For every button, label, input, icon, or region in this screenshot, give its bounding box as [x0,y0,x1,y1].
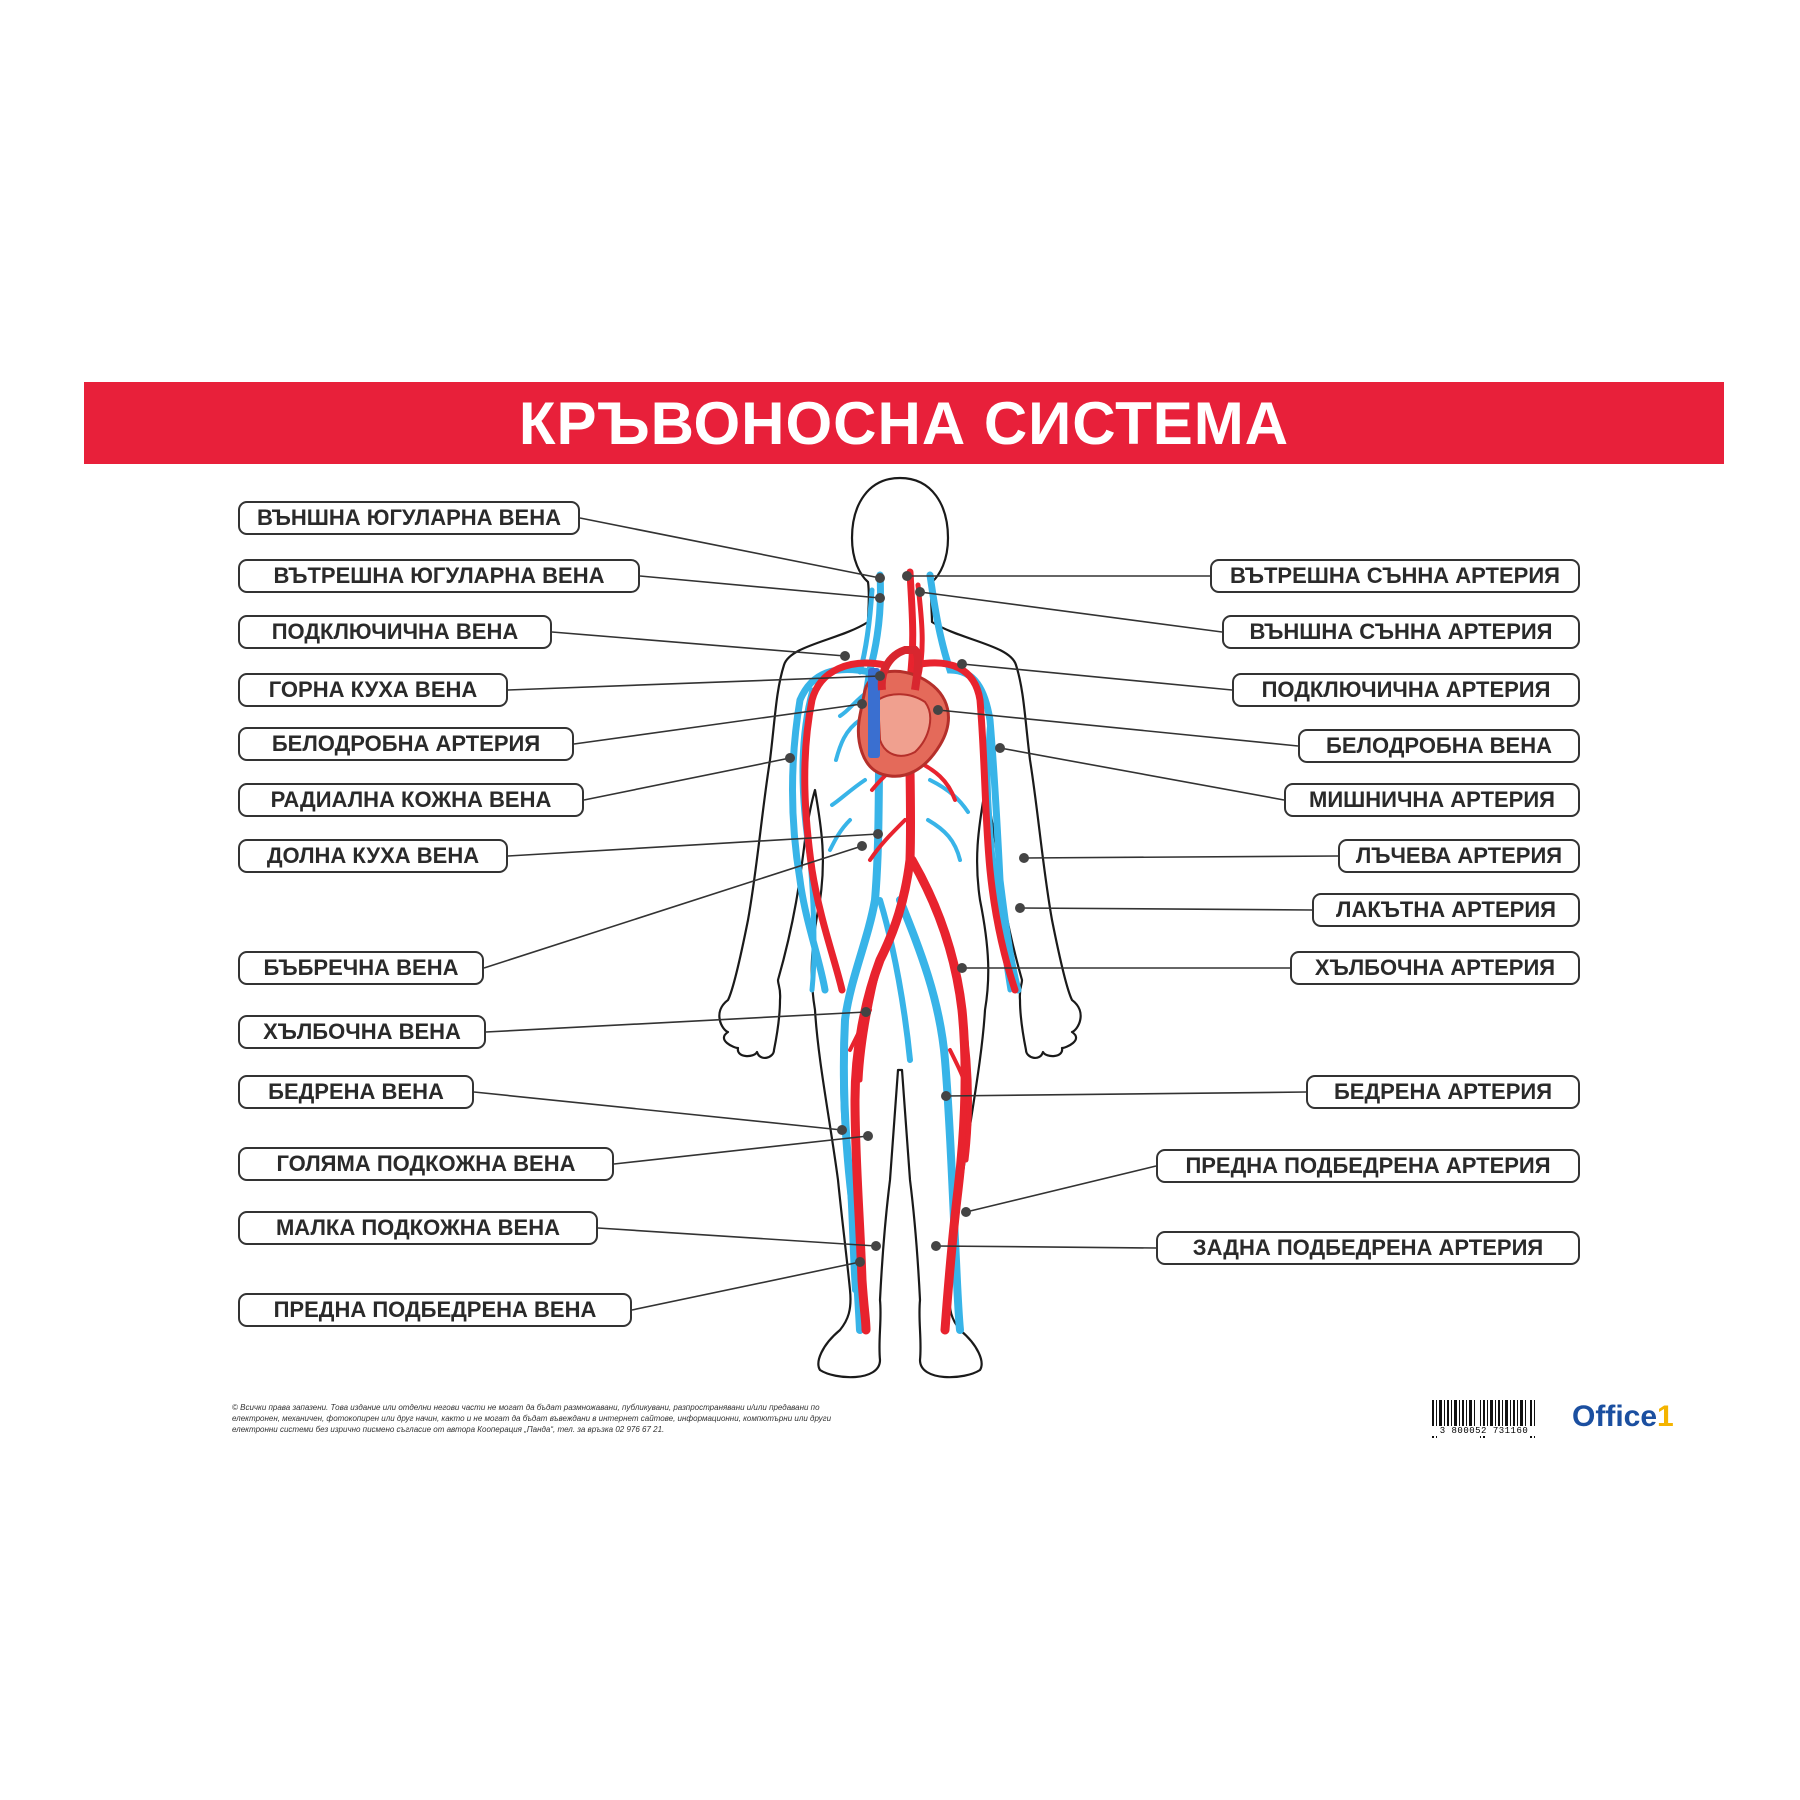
label-subclavian-vein: ПОДКЛЮЧИЧНА ВЕНА [238,615,552,649]
barcode-number: 3 800052 731160 [1428,1426,1540,1436]
body-outline [719,478,1080,1377]
title-banner [84,382,1724,464]
label-renal-vein: БЪБРЕЧНА ВЕНА [238,951,484,985]
label-internal-jugular-vein: ВЪТРЕШНА ЮГУЛАРНА ВЕНА [238,559,640,593]
label-femoral-vein: БЕДРЕНА ВЕНА [238,1075,474,1109]
label-pulmonary-vein: БЕЛОДРОБНА ВЕНА [1298,729,1580,763]
logo-text: Office [1572,1400,1658,1433]
label-anterior-tibial-vein: ПРЕДНА ПОДБЕДРЕНА ВЕНА [238,1293,632,1327]
label-small-saphenous-vein: МАЛКА ПОДКОЖНА ВЕНА [238,1211,598,1245]
copyright-notice: © Всички права запазени. Това издание или отделни негови части не могат да бъдат размножавани, публикувани, разпространявани и/или предавани по електронен, механичен, фотокопирен или друг начин, както и не могат да бъдат въвеждани в интернет сайтове, информационни, компютърни или други електронни системи без изрично писмено съгласие от автора Кооперация „Панда“, тел. за връзка 02 976 67 21. [232,1403,832,1434]
label-femoral-artery: БЕДРЕНА АРТЕРИЯ [1306,1075,1580,1109]
label-radial-artery: ЛЪЧЕВА АРТЕРИЯ [1338,839,1580,873]
logo-suffix: 1 [1657,1400,1674,1433]
label-posterior-tibial-artery: ЗАДНА ПОДБЕДРЕНА АРТЕРИЯ [1156,1231,1580,1265]
label-anterior-tibial-artery: ПРЕДНА ПОДБЕДРЕНА АРТЕРИЯ [1156,1149,1580,1183]
office1-logo [1572,1400,1674,1434]
label-pulmonary-artery: БЕЛОДРОБНА АРТЕРИЯ [238,727,574,761]
label-great-saphenous-vein: ГОЛЯМА ПОДКОЖНА ВЕНА [238,1147,614,1181]
label-internal-carotid-artery: ВЪТРЕШНА СЪННА АРТЕРИЯ [1210,559,1580,593]
label-subclavian-artery: ПОДКЛЮЧИЧНА АРТЕРИЯ [1232,673,1580,707]
label-ulnar-artery: ЛАКЪТНА АРТЕРИЯ [1312,893,1580,927]
page-title: КРЪВОНОСНА СИСТЕМА [518,389,1290,457]
label-external-jugular-vein: ВЪНШНА ЮГУЛАРНА ВЕНА [238,501,580,535]
label-cephalic-vein: РАДИАЛНА КОЖНА ВЕНА [238,783,584,817]
label-iliac-artery: ХЪЛБОЧНА АРТЕРИЯ [1290,951,1580,985]
label-iliac-vein: ХЪЛБОЧНА ВЕНА [238,1015,486,1049]
barcode [1430,1398,1538,1444]
label-inferior-vena-cava: ДОЛНА КУХА ВЕНА [238,839,508,873]
label-external-carotid-artery: ВЪНШНА СЪННА АРТЕРИЯ [1222,615,1580,649]
label-superior-vena-cava: ГОРНА КУХА ВЕНА [238,673,508,707]
label-axillary-artery: МИШНИЧНА АРТЕРИЯ [1284,783,1580,817]
